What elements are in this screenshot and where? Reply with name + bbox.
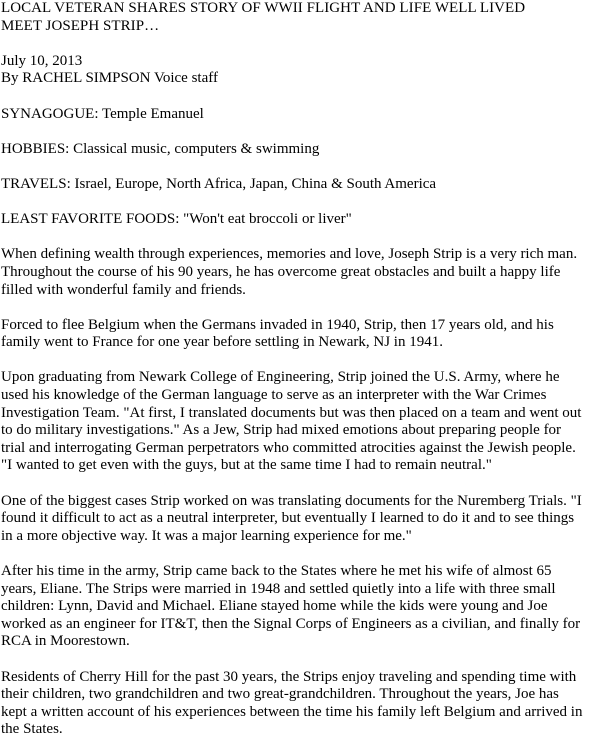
paragraph-line: kept a written account of his experiences between the time his family left Belgium and arrived in (1, 703, 583, 720)
body-paragraph (1, 246, 608, 299)
spacer (1, 88, 608, 106)
body-paragraph (1, 669, 608, 739)
paragraph-line: Forced to flee Belgium when the Germans invaded in 1940, Strip, then 17 years old, and his (1, 316, 554, 333)
paragraph-line: Throughout the course of his 90 years, he has overcome great obstacles and built a happy life (1, 263, 561, 280)
paragraph-line: After his time in the army, Strip came back to the States where he met his wife of almost 65 (1, 563, 552, 579)
paragraph-line: children: Lynn, David and Michael. Eliane stayed home while the kids were young and Joe (1, 598, 548, 615)
spacer (1, 299, 608, 317)
paragraph-line: in a more objective way. It was a major learning experience for me." (1, 527, 412, 544)
paragraph-line: trial and interrogating German perpetrators who committed atrocities against the Jewish people. (1, 439, 576, 456)
paragraph-line: used his knowledge of the German language to serve as an interpreter with the War Crimes (1, 387, 547, 404)
paragraph-line: Investigation Team. "At first, I translated documents but was then placed on a team and went out (1, 404, 582, 421)
paragraph-line: Residents of Cherry Hill for the past 30 years, the Strips enjoy traveling and spending time with (1, 668, 577, 685)
body-paragraph (1, 563, 608, 651)
paragraph-line: years, Eliane. The Strips were married in 1948 and settled quietly into a life with three small (1, 580, 556, 597)
spacer (1, 475, 608, 493)
fact-synagogue: SYNAGOGUE: Temple Emanuel (1, 105, 204, 122)
paragraph-line: "I wanted to get even with the guys, but at the same time I had to remain neutral." (1, 457, 492, 474)
paragraph-line: filled with wonderful family and friends. (1, 281, 246, 298)
paragraph-line: Upon graduating from Newark College of Engineering, Strip joined the U.S. Army, where he (1, 369, 560, 386)
paragraph-line: found it difficult to act as a neutral interpreter, but eventually I learned to do it and to see things (1, 510, 575, 527)
body-paragraph (1, 493, 608, 546)
paragraph-line: RCA in Moorestown. (1, 633, 130, 650)
fact-least-favorite-foods: LEAST FAVORITE FOODS: "Won't eat broccoli or liver" (1, 211, 352, 228)
headline-line: MEET JOSEPH STRIP… (1, 17, 160, 34)
article-meta (1, 53, 608, 88)
spacer (1, 35, 608, 53)
paragraph-line: the States. (1, 721, 63, 738)
spacer (1, 229, 608, 247)
article-date: July 10, 2013 (1, 52, 83, 69)
headline-line: LOCAL VETERAN SHARES STORY OF WWII FLIGHT AND LIFE WELL LIVED (1, 0, 526, 16)
fact-travels: TRAVELS: Israel, Europe, North Africa, Japan, China & South America (1, 175, 437, 192)
spacer (1, 158, 608, 176)
spacer (1, 352, 608, 370)
body-paragraph (1, 369, 608, 475)
paragraph-line: their children, two grandchildren and two great-grandchildren. Throughout the years, Joe has (1, 686, 559, 703)
spacer (1, 123, 608, 141)
article-byline: By RACHEL SIMPSON Voice staff (1, 70, 218, 87)
fact-hobbies: HOBBIES: Classical music, computers & swimming (1, 140, 320, 157)
paragraph-line: worked as an engineer for IT&T, then the Signal Corps of Engineers as a civilian, and finally for (1, 615, 581, 632)
paragraph-line: One of the biggest cases Strip worked on was translating documents for the Nuremberg Trials. "I (1, 492, 582, 509)
article-headline (1, 0, 608, 35)
spacer (1, 194, 608, 212)
body-paragraph (1, 317, 608, 352)
spacer (1, 651, 608, 669)
paragraph-line: When defining wealth through experiences, memories and love, Joseph Strip is a very rich man. (1, 246, 578, 263)
spacer (1, 545, 608, 563)
paragraph-line: family went to France for one year before settling in Newark, NJ in 1941. (1, 334, 443, 351)
paragraph-line: to do military investigations." As a Jew, Strip had mixed emotions about preparing people for (1, 422, 562, 439)
